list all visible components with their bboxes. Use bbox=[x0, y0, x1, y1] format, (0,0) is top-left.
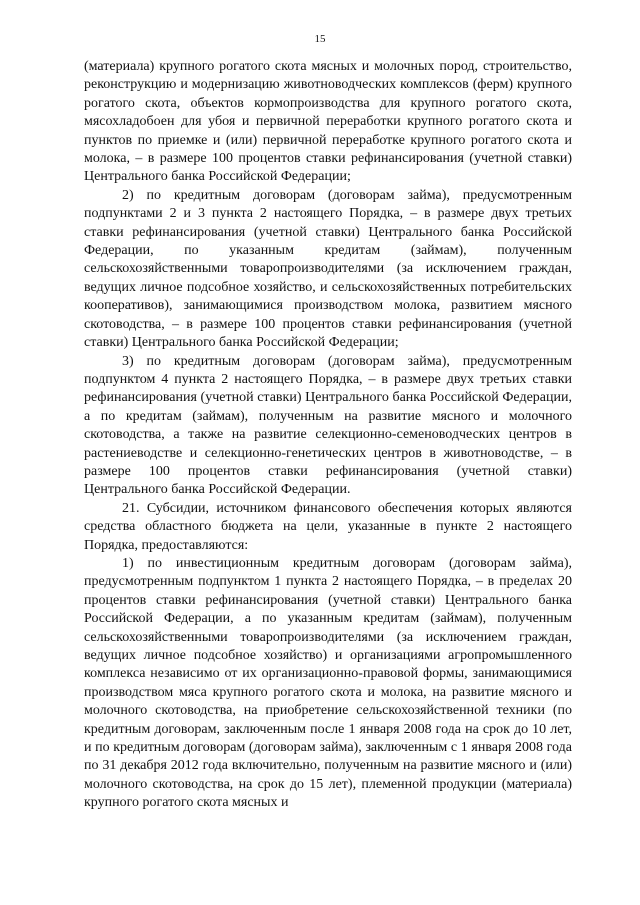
page-number: 15 bbox=[314, 33, 326, 45]
paragraph-continuation: (материала) крупного рогатого скота мясных и молочных пород, строительство, реконструкцию и модернизацию животноводческих комплексов (ферм) крупного рогатого скота, объектов кормопроизводства для крупного рогатого скота, мясохладобоен для убоя и первичной переработки крупного рогатого скота и пунктов по приемке и (или) первичной переработке крупного рогатого скота и молока, – в размере 100 процентов ставки рефинансирования (учетной ставки) Центрального банка Российской Федерации; bbox=[84, 59, 572, 185]
paragraph-clause-21-item-1: 1) по инвестиционным кредитным договорам (договорам займа), предусмотренным подпунктом 1 пункта 2 настоящего Порядка, – в пределах 20 процентов ставки рефинансирования (учетной ставки) Центрального банка Российской Федерации, а по указанным кредитам (займам), полученным сельскохозяйственными товаропроизводителями (за исключением граждан, ведущих личное подсобное хозяйство) и организациями агропромышленного комплекса независимо от их организационно-правовой формы, занимающимися производством мяса крупного рогатого скота и молока, на развитие мясного и молочного скотоводства, на приобретение сельскохозяйственной техники (по кредитным договорам, заключенным после 1 января 2008 года на срок до 10 лет, и по кредитным договорам (договорам займа), заключенным с 1 января 2008 года по 31 декабря 2012 года включительно, полученным на развитие мясного и (или) молочного скотоводства, на срок до 15 лет), племенной продукции (материала) крупного рогатого скота мясных и bbox=[84, 555, 572, 811]
paragraph-item-3: 3) по кредитным договорам (договорам займа), предусмотренным подпунктом 4 пункта 2 настоящего Порядка, – в размере двух третьих ставки рефинансирования (учетной ставки) Центрального банка Российской Федерации, а по кредитам (займам), полученным на развитие мясного и молочного скотоводства, а также на развитие селекционно-семеноводческих центров в растениеводстве и селекционно-генетических центров в животноводстве, – в размере 100 процентов ставки рефинансирования (учетной ставки) Центрального банка Российской Федерации. bbox=[84, 353, 572, 498]
paragraph-item-2: 2) по кредитным договорам (договорам займа), предусмотренным подпунктами 2 и 3 пункта 2 настоящего Порядка, – в размере двух третьих ставки рефинансирования (учетной ставки) Центрального банка Российской Федерации, по указанным кредитам (займам), полученным сельскохозяйственными товаропроизводителями (за исключением граждан, ведущих личное подсобное хозяйство, и сельскохозяйственных потребительских кооперативов), занимающимися производством молока, развитием мясного скотоводства, – в размере 100 процентов ставки рефинансирования (учетной ставки) Центрального банка Российской Федерации; bbox=[84, 187, 572, 351]
document-body bbox=[84, 58, 572, 813]
paragraph-clause-21: 21. Субсидии, источником финансового обеспечения которых являются средства областного бюджета на цели, указанные в пункте 2 настоящего Порядка, предоставляются: bbox=[84, 500, 572, 553]
